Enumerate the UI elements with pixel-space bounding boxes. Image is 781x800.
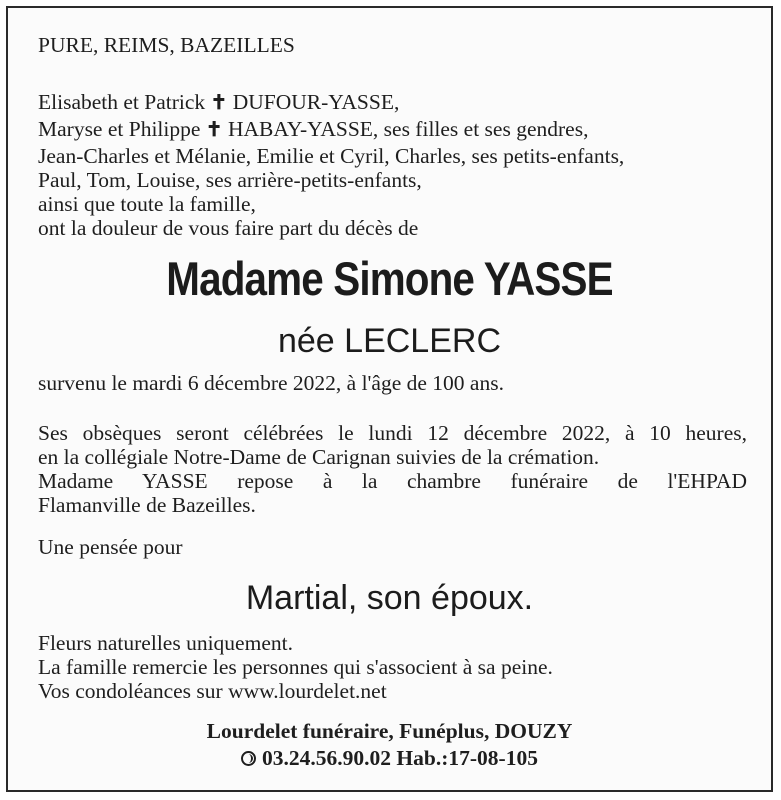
family-line-5: ainsi que toute la famille, [38,192,256,216]
obituary-notice [6,6,773,792]
family-line-4: Paul, Tom, Louise, ses arrière-petits-enfants, [38,168,422,192]
maiden-name: née LECLERC [277,322,501,360]
closing-line-3: Vos condoléances sur www.lourdelet.net [38,679,387,703]
thought-intro: Une pensée pour [38,535,183,559]
family-line-2-names: Maryse et Philippe [38,117,201,141]
cross-icon: ✝ [210,90,228,114]
thought-name: Martial, son époux. [245,579,534,617]
family-line-3: Jean-Charles et Mélanie, Emilie et Cyril, Charles, ses petits-enfants, [38,144,625,168]
death-date-line: survenu le mardi 6 décembre 2022, à l'âge de 100 ans. [38,371,504,395]
funeral-line-1: Ses obsèques seront célébrées le lundi 12 décembre 2022, à 10 heures, [38,421,747,445]
family-line-2-surname: HABAY-YASSE, ses filles et ses gendres, [227,117,589,141]
closing-line-1: Fleurs naturelles uniquement. [38,631,293,655]
deceased-name: Madame Simone YASSE [166,252,613,305]
phone-line [8,747,771,770]
family-line-1 [38,91,399,114]
family-line-1-names: Elisabeth et Patrick [38,90,206,114]
funeral-line-4: Flamanville de Bazeilles. [38,493,256,517]
phone-icon [241,751,256,766]
funeral-company: Lourdelet funéraire, Funéplus, DOUZY [206,719,573,743]
funeral-line-2: en la collégiale Notre-Dame de Carignan suivies de la crémation. [38,445,600,469]
closing-line-2: La famille remercie les personnes qui s'associent à sa peine. [38,655,553,679]
header-towns: PURE, REIMS, BAZEILLES [38,33,295,57]
cross-icon: ✝ [205,117,223,141]
family-line-2 [38,118,588,141]
funeral-line-3: Madame YASSE repose à la chambre funéraire de l'EHPAD [38,469,747,493]
phone-number: 03.24.56.90.02 Hab.:17-08-105 [262,746,538,770]
family-line-1-surname: DUFOUR-YASSE, [232,90,400,114]
family-line-6: ont la douleur de vous faire part du décès de [38,216,419,240]
